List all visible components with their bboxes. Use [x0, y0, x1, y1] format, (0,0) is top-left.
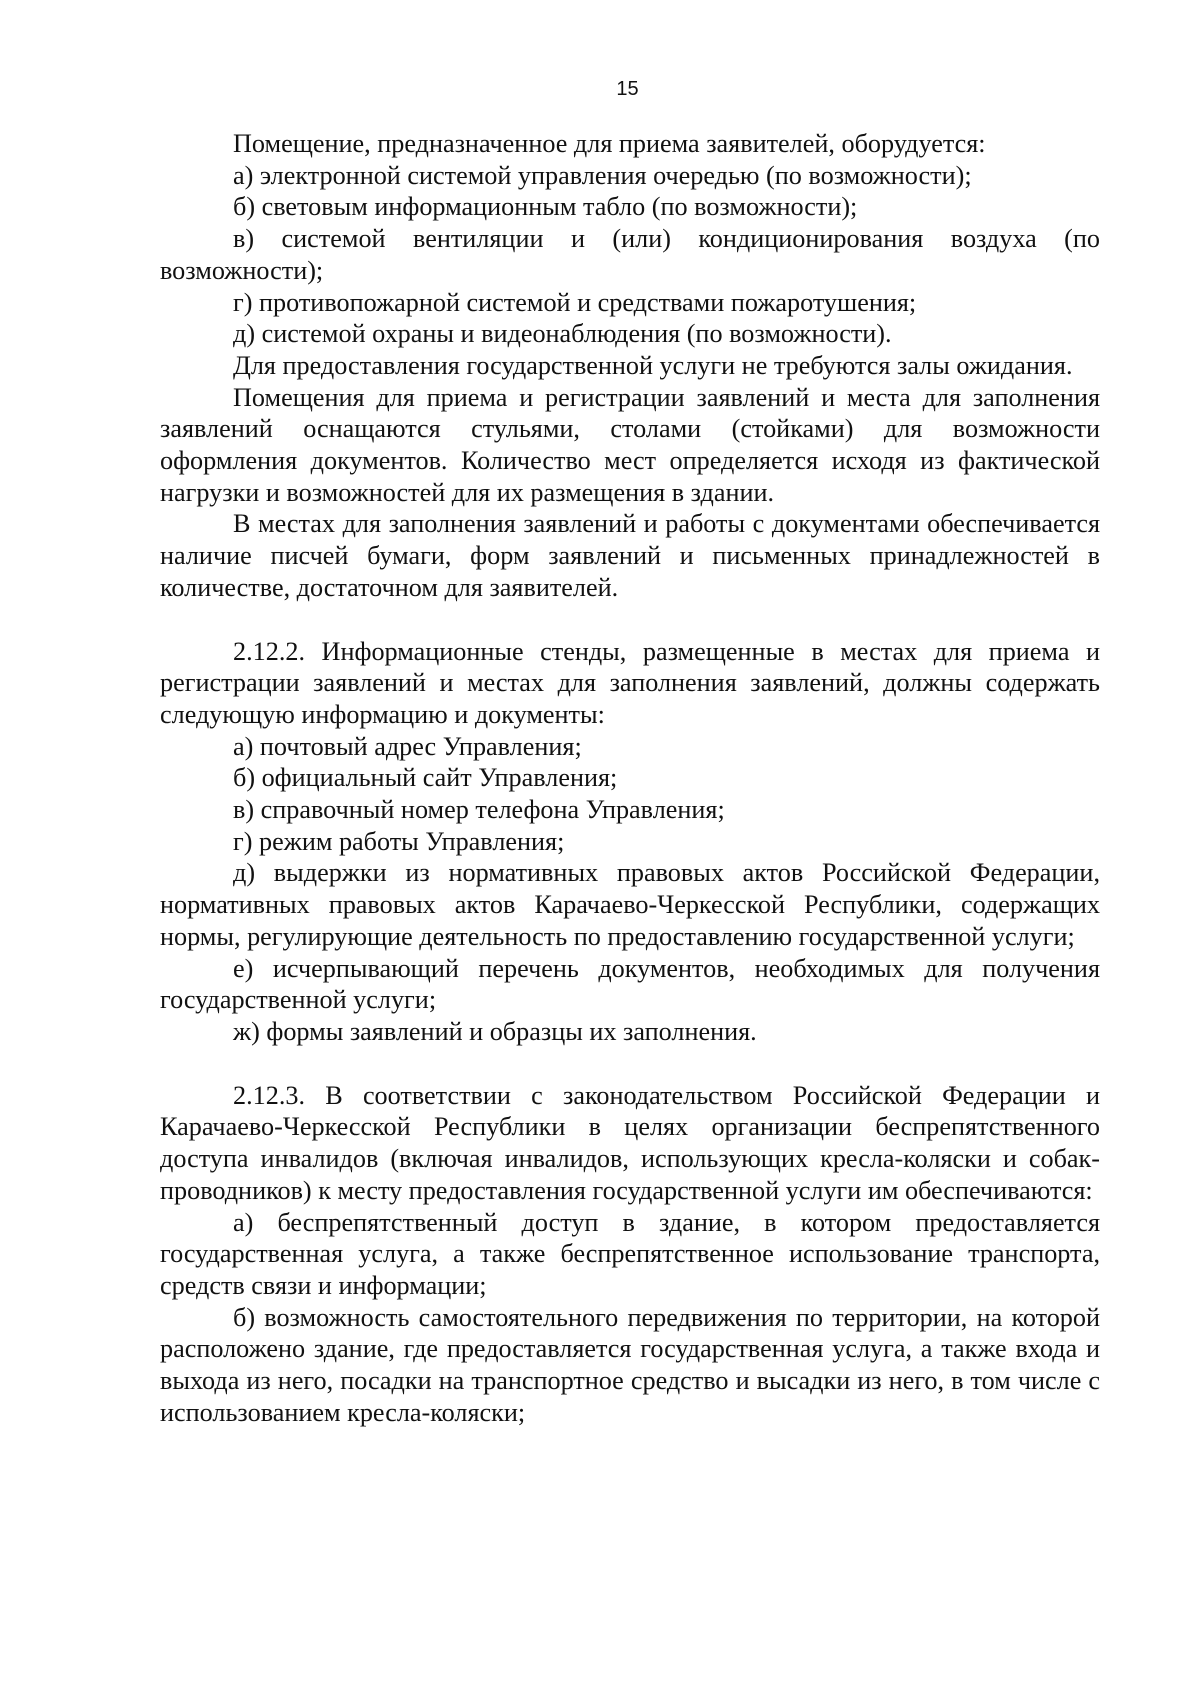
list-item: б) световым информационным табло (по возможности); — [233, 192, 858, 222]
list-item: г) режим работы Управления; — [233, 826, 565, 856]
list-item: д) системой охраны и видеонаблюдения (по возможности). — [233, 319, 892, 349]
list-item: г) противопожарной системой и средствами пожаротушения; — [233, 287, 917, 317]
paragraph: 2.12.2. Информационные стенды, размещенные в местах для приема и регистрации заявлений и местах для заполнения заявлений, должны содержать следующую информацию и документы: — [160, 636, 1100, 729]
page-number: 15 — [616, 78, 639, 100]
list-item: а) почтовый адрес Управления; — [233, 731, 582, 761]
paragraph-gap — [160, 1048, 1100, 1080]
paragraph: в) системой вентиляции и (или) кондиционирования воздуха (по возможности); — [160, 224, 1100, 285]
list-item: ж) формы заявлений и образцы их заполнения. — [233, 1016, 757, 1046]
paragraph: В местах для заполнения заявлений и работы с документами обеспечивается наличие писчей бумаги, форм заявлений и письменных принадлежностей в количестве, достаточном для заявителей. — [160, 509, 1100, 602]
list-item: а) электронной системой управления очередью (по возможности); — [233, 160, 972, 190]
paragraph: 2.12.3. В соответствии с законодательством Российской Федерации и Карачаево-Черкесской Республики в целях организации беспрепятственного доступа инвалидов (включая инвалидов, использующих кресла-коляски и собак-проводников) к месту предоставления государственной услуги им обеспечиваются: — [160, 1080, 1100, 1205]
list-item: б) официальный сайт Управления; — [233, 763, 618, 793]
list-item: в) справочный номер телефона Управления; — [233, 795, 725, 825]
paragraph: е) исчерпывающий перечень документов, необходимых для получения государственной услуги; — [160, 953, 1100, 1015]
paragraph: д) выдержки из нормативных правовых актов Российской Федерации, нормативных правовых актов Карачаево-Черкесской Республики, содержащих нормы, регулирующие деятельность по предоставлению государственной услуги; — [160, 858, 1100, 951]
paragraph: Для предоставления государственной услуги не требуются залы ожидания. — [233, 350, 1073, 380]
paragraph: Помещения для приема и регистрации заявлений и места для заполнения заявлений оснащаются стульями, столами (стойками) для возможности оформления документов. Количество мест определяется исходя из фактической нагрузки и возможностей для их размещения в здании. — [160, 382, 1100, 507]
paragraph-gap — [160, 604, 1100, 636]
paragraph: а) беспрепятственный доступ в здание, в котором предоставляется государственная услуга, а также беспрепятственное использование транспорта, средств связи и информации; — [160, 1207, 1100, 1300]
paragraph: б) возможность самостоятельного передвижения по территории, на которой расположено здание, где предоставляется государственная услуга, а также входа и выхода из него, посадки на транспортное средство и высадки из него, в том числе с использованием кресла-коляски; — [160, 1302, 1100, 1427]
paragraph: Помещение, предназначенное для приема заявителей, оборудуется: — [233, 129, 986, 158]
document-body — [160, 128, 1100, 1428]
